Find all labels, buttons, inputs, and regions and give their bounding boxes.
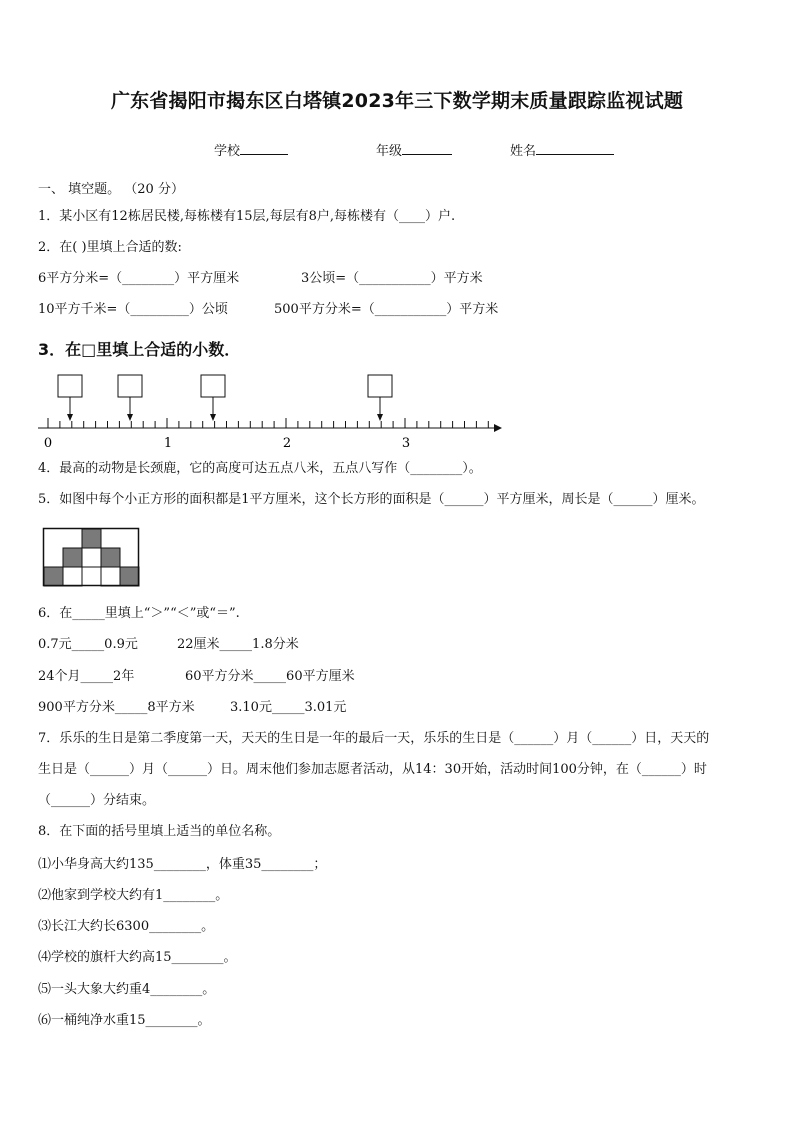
unit-item: ⑹一桶纯净水重15________。 <box>38 1013 211 1028</box>
compare-item: 60平方分米_____60平方厘米 <box>185 669 355 684</box>
compare-item: 3.10元_____3.01元 <box>230 700 347 715</box>
question-1: 1．某小区有12栋居民楼,每栋楼有15层,每层有8户,每栋楼有（____）户. <box>38 209 456 224</box>
arrow-right-icon <box>494 424 502 432</box>
school-label: 学校 <box>214 144 241 159</box>
grid-square <box>82 548 101 567</box>
question-2-intro: 2．在( )里填上合适的数: <box>38 240 182 255</box>
tick-label: 0 <box>43 436 53 451</box>
name-label: 姓名 <box>510 144 537 159</box>
question-4: 4．最高的动物是长颈鹿，它的高度可达五点八米，五点八写作（________）。 <box>38 461 482 476</box>
compare-item: 0.7元_____0.9元 <box>38 637 138 652</box>
arrow-down-icon <box>377 414 383 421</box>
question-6-intro: 6．在_____里填上“＞”“＜”或“＝”. <box>38 606 240 621</box>
unit-item: ⑶长江大约长6300________。 <box>38 919 215 934</box>
school-blank[interactable] <box>240 142 288 155</box>
question-3-title: 3．在□里填上合适的小数． <box>38 340 241 359</box>
unit-item: ⑷学校的旗杆大约高15________。 <box>38 950 237 965</box>
grade-blank[interactable] <box>402 142 452 155</box>
shaded-square <box>63 548 82 567</box>
question-7-line: （______）分结束。 <box>38 793 156 808</box>
grade-field <box>376 140 452 159</box>
question-8-intro: 8．在下面的括号里填上适当的单位名称。 <box>38 824 281 839</box>
arrow-down-icon <box>210 414 216 421</box>
tick-label: 1 <box>163 436 173 451</box>
name-blank[interactable] <box>536 142 614 155</box>
shaded-square <box>120 567 139 586</box>
question-7-line: 7．乐乐的生日是第二季度第一天，天天的生日是一年的最后一天，乐乐的生日是（______）月（______）日，天天的 <box>38 731 710 746</box>
number-line <box>0 374 794 451</box>
tick-label: 3 <box>401 436 411 451</box>
unit-item: ⑸一头大象大约重4________。 <box>38 982 216 997</box>
answer-box[interactable] <box>58 375 82 397</box>
shaded-square <box>44 567 63 586</box>
question-2-item: 6平方分米=（________）平方厘米 <box>38 271 240 286</box>
school-field <box>214 140 288 159</box>
answer-box[interactable] <box>368 375 392 397</box>
compare-item: 900平方分米_____8平方米 <box>38 700 195 715</box>
grid-square <box>63 567 82 586</box>
name-field <box>510 140 614 159</box>
unit-item: ⑴小华身高大约135________，体重35________； <box>38 857 327 872</box>
question-7-line: 生日是（______）月（______）日。周末他们参加志愿者活动，从14：30开始，活动时间100分钟，在（______）时 <box>38 762 707 777</box>
answer-box[interactable] <box>118 375 142 397</box>
arrow-down-icon <box>127 414 133 421</box>
question-2-item: 500平方分米=（___________）平方米 <box>274 302 499 317</box>
shaded-square <box>101 548 120 567</box>
question-2-item: 3公顷=（___________）平方米 <box>301 271 483 286</box>
grid-square <box>101 567 120 586</box>
question-2-item: 10平方千米=（_________）公顷 <box>38 302 228 317</box>
tick-label: 2 <box>282 436 292 451</box>
compare-item: 24个月_____2年 <box>38 669 135 684</box>
shaded-square <box>82 529 101 548</box>
compare-item: 22厘米_____1.8分米 <box>177 637 299 652</box>
exam-title: 广东省揭阳市揭东区白塔镇2023年三下数学期末质量跟踪监视试题 <box>110 90 684 112</box>
section-heading: 一、 填空题。 （20 分） <box>38 182 184 197</box>
arrow-down-icon <box>67 414 73 421</box>
square-grid-figure <box>43 528 143 588</box>
unit-item: ⑵他家到学校大约有1________。 <box>38 888 229 903</box>
grade-label: 年级 <box>376 144 403 159</box>
question-5: 5．如图中每个小正方形的面积都是1平方厘米，这个长方形的面积是（______）平方厘米，周长是（______）厘米。 <box>38 492 705 507</box>
answer-box[interactable] <box>201 375 225 397</box>
